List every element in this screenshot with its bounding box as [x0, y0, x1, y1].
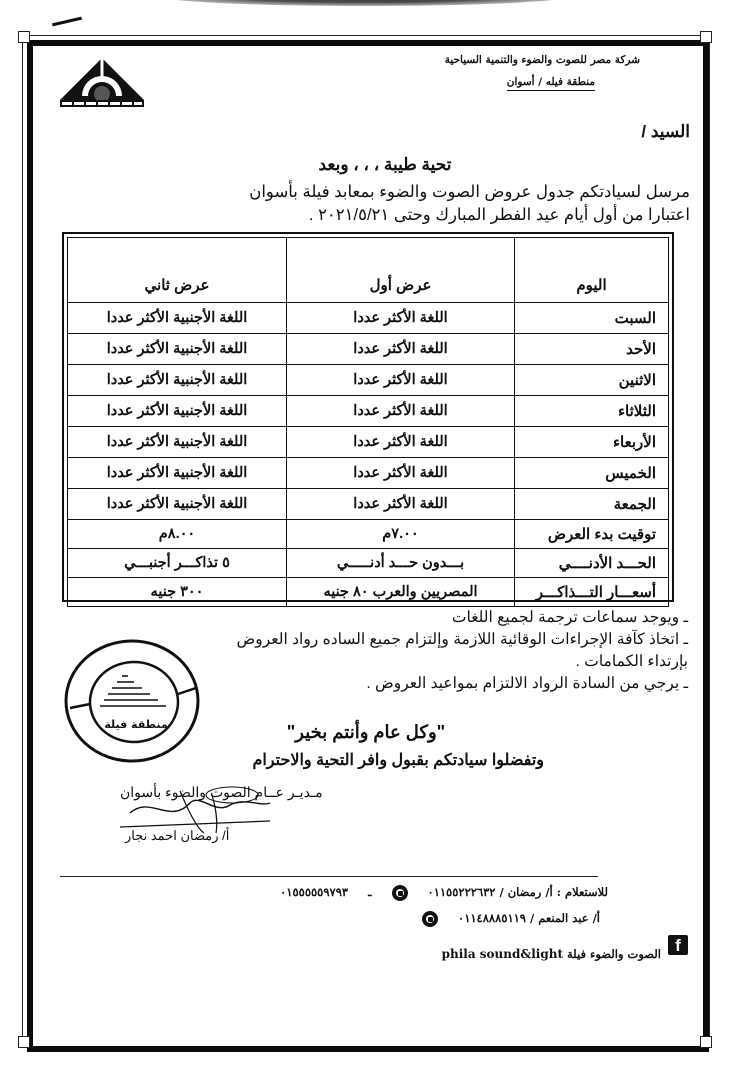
- organization-name: شركة مصر للصوت والضوء والتنمية السياحية: [444, 54, 640, 66]
- note-item: ـ اتخاذ كآفة الإجراءات الوقائية اللازمة وإلتزام جميع الساده رواد العروض: [236, 631, 688, 648]
- day-cell: الأربعاء: [515, 427, 669, 458]
- intro-paragraph: [50, 181, 690, 227]
- second-contact-row: [422, 911, 600, 927]
- row-label: أسعـــار التـــذاكـــر: [515, 578, 669, 607]
- day-cell: الثلاثاء: [515, 396, 669, 427]
- phone-number[interactable]: ٠١١٤٨٨٨٥١١٩: [458, 911, 526, 925]
- facebook-page-name[interactable]: [442, 947, 661, 961]
- inquiry-contact-row: [280, 885, 608, 901]
- day-cell: الأحد: [515, 334, 669, 365]
- first-show-time: ٧.٠٠م: [287, 520, 515, 549]
- signer-title: مـديـر عــام الصوت والضوء بأسوان: [120, 784, 323, 800]
- second-show-cell: اللغة الأجنبية الأكثر عددا: [68, 458, 287, 489]
- second-show-cell: اللغة الأجنبية الأكثر عددا: [68, 427, 287, 458]
- pyramid-sun-logo-icon: [58, 56, 146, 108]
- second-show-time: ٨.٠٠م: [68, 520, 287, 549]
- minimum-row: [68, 549, 669, 578]
- first-show-cell: اللغة الأكثر عددا: [287, 396, 515, 427]
- second-show-cell: اللغة الأجنبية الأكثر عددا: [68, 489, 287, 520]
- facebook-icon: f: [668, 935, 688, 955]
- svg-text:منطقة فيلة: منطقة فيلة: [104, 718, 168, 731]
- first-show-cell: اللغة الأكثر عددا: [287, 489, 515, 520]
- second-show-cell: اللغة الأجنبية الأكثر عددا: [68, 365, 287, 396]
- column-header-second-show: عرض ثاني: [68, 238, 287, 303]
- table-row: [68, 458, 669, 489]
- closing-wish: "وكل عام وأنتم بخير": [286, 722, 446, 742]
- column-header-first-show: عرض أول: [287, 238, 515, 303]
- organization-region: منطقة فيله / أسوان: [507, 76, 595, 91]
- table-row: [68, 365, 669, 396]
- letterhead: [340, 54, 640, 91]
- footer-divider: [60, 876, 598, 877]
- facebook-page-latin: phila sound&light: [441, 947, 563, 961]
- second-show-price: ٣٠٠ جنيه: [68, 578, 287, 607]
- table-row: [68, 396, 669, 427]
- second-show-cell: اللغة الأجنبية الأكثر عددا: [68, 334, 287, 365]
- first-show-minimum: بـــدون حـــد أدنـــــي: [287, 549, 515, 578]
- whatsapp-icon: [422, 911, 438, 927]
- day-cell: الجمعة: [515, 489, 669, 520]
- day-cell: السبت: [515, 303, 669, 334]
- table-row: [68, 427, 669, 458]
- row-label: الحـــد الأدنــــي: [515, 549, 669, 578]
- day-cell: الخميس: [515, 458, 669, 489]
- table-row: [68, 334, 669, 365]
- first-show-price: المصريين والعرب ٨٠ جنيه: [287, 578, 515, 607]
- facebook-page-row: [441, 935, 688, 961]
- table-header-row: [68, 238, 669, 303]
- contact-person-label: أ/ عبد المنعم /: [530, 911, 600, 925]
- first-show-cell: اللغة الأكثر عددا: [287, 334, 515, 365]
- inquiry-label: للاستعلام : أ/ رمضان /: [499, 885, 608, 899]
- table-row: [68, 303, 669, 334]
- row-label: توقيت بدء العرض: [515, 520, 669, 549]
- table-row: [68, 489, 669, 520]
- greeting: تحية طيبة ، ، ، وبعد: [318, 155, 452, 174]
- whatsapp-icon: [392, 885, 408, 901]
- salutation: السيد /: [641, 122, 690, 141]
- prices-row: [68, 578, 669, 607]
- note-item: بإرتداء الكمامات .: [575, 653, 688, 670]
- intro-line: اعتبارا من أول أيام عيد الفطر المبارك وحتى ٢٠٢١/٥/٢١ .: [308, 206, 690, 224]
- note-item: ـ يرجي من السادة الرواد الالتزام بمواعيد العروض .: [366, 675, 688, 692]
- phone-number[interactable]: ٠١٥٥٥٥٥٩٧٩٣: [280, 885, 349, 899]
- first-show-cell: اللغة الأكثر عددا: [287, 365, 515, 396]
- separator: ـ: [368, 885, 372, 899]
- schedule-table: [67, 237, 669, 607]
- phone-number[interactable]: ٠١١٥٥٢٢٢٦٣٢: [427, 885, 496, 899]
- notes-list: [128, 607, 688, 695]
- first-show-cell: اللغة الأكثر عددا: [287, 458, 515, 489]
- second-show-minimum: ٥ تذاكـــر أجنبـــي: [68, 549, 287, 578]
- official-stamp-icon: [62, 636, 202, 766]
- facebook-page-arabic: الصوت والضوء فيلة: [567, 947, 661, 961]
- second-show-cell: اللغة الأجنبية الأكثر عددا: [68, 396, 287, 427]
- signer-name: أ/ رمضان احمد نجار: [125, 828, 230, 843]
- day-cell: الاثنين: [515, 365, 669, 396]
- first-show-cell: اللغة الأكثر عددا: [287, 427, 515, 458]
- start-time-row: [68, 520, 669, 549]
- second-show-cell: اللغة الأجنبية الأكثر عددا: [68, 303, 287, 334]
- column-header-day: اليوم: [515, 238, 669, 303]
- first-show-cell: اللغة الأكثر عددا: [287, 303, 515, 334]
- note-item: ـ ويوجد سماعات ترجمة لجميع اللغات: [451, 609, 688, 626]
- schedule-table-frame: [62, 232, 674, 602]
- intro-line: مرسل لسيادتكم جدول عروض الصوت والضوء بمعابد فيلة بأسوان: [249, 183, 690, 201]
- closing-regards: وتفضلوا سيادتكم بقبول وافر التحية والاحترام: [252, 752, 544, 769]
